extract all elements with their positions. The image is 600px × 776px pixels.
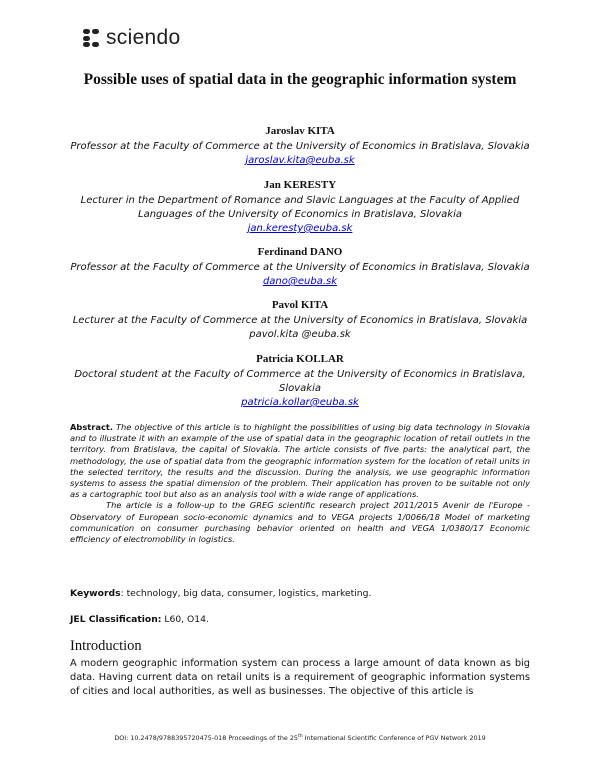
section-heading: Introduction: [70, 638, 142, 654]
publisher-logo: [82, 26, 180, 50]
paper-title: Possible uses of spatial data in the geographic information system: [83, 71, 517, 88]
author-name: Patricia KOLLAR: [256, 353, 344, 365]
author-email-link[interactable]: jan.keresty@euba.sk: [247, 223, 353, 234]
abstract-label: Abstract.: [70, 422, 113, 432]
introduction-text: A modern geographic information system can process a large amount of data known as big data. Having current data on retail units is a requirement of geographic information systems of cities and local authorities, as well as businesses. The objective of this article is: [70, 658, 530, 698]
author-block: [70, 245, 530, 289]
publisher-logo-text: sciendo: [106, 26, 181, 49]
author-affiliation: Professor at the Faculty of Commerce at the University of Economics in Bratislava, Slovakia: [70, 141, 530, 152]
footer-sup: th: [297, 734, 303, 739]
jel-label: JEL Classification:: [70, 614, 162, 625]
author-affiliation: Lecturer in the Department of Romance and Slavic Languages at the Faculty of Applied Languages of the University of Economics in Bratislava, Slovakia: [80, 195, 520, 220]
keywords: [70, 588, 371, 599]
sciendo-logo-icon: [82, 27, 100, 49]
author-block: [70, 124, 530, 168]
page-footer: [0, 734, 600, 742]
author-name: Pavol KITA: [271, 299, 329, 311]
author-name: Jan KERESTY: [263, 179, 337, 191]
footer-conference: International Scientific Conference of PGV Network 2019: [302, 734, 486, 743]
author-affiliation: Professor at the Faculty of Commerce at the University of Economics in Bratislava, Slovakia: [70, 262, 530, 273]
author-name: Jaroslav KITA: [265, 125, 335, 137]
author-affiliation: Lecturer at the Faculty of Commerce at the University of Economics in Bratislava, Slovakia: [72, 315, 528, 326]
author-block: [70, 352, 530, 410]
author-affiliation: Doctoral student at the Faculty of Commerce at the University of Economics in Bratislava, Slovakia: [74, 369, 526, 394]
jel-classification: [70, 614, 209, 625]
abstract-paragraph: [70, 422, 530, 500]
author-email-link[interactable]: jaroslav.kita@euba.sk: [245, 155, 355, 166]
abstract: [70, 422, 530, 545]
author-email: pavol.kita @euba.sk: [249, 329, 351, 340]
author-name: Ferdinand DANO: [257, 246, 343, 258]
author-block: [70, 298, 530, 342]
funding-note: The article is a follow-up to the GREG scientific research project 2011/2015 Avenir de l'Europe - Observatory of European socio-economic dynamics and to VEGA projects 1/0066/18 Model of marketing communication on consumer purchasing behavior oriented on health and VEGA 1/0380/17 Economic efficiency of electromobility in logistics.: [70, 500, 530, 545]
author-block: [70, 178, 530, 236]
author-email-link[interactable]: dano@euba.sk: [262, 276, 338, 287]
footer-doi: DOI: 10.2478/9788395720475-018 Proceedings of the 25: [114, 734, 298, 743]
keywords-label: Keywords: [70, 588, 121, 599]
abstract-text: The objective of this article is to highlight the possibilities of using big data technology in Slovakia and to illustrate it with an example of the use of spatial data in the geographic location of retail outlets in the territory. from Bratislava, the capital of Slovakia. The article consists of five parts: the analytical part, the methodology, the use of spatial data from the geographic information system for the location of retail units in the selected territory, the results and the discussion. During the analysis, we use geographic information systems to assess the spatial dimension of the problem. Their application has proven to be suitable not only as a cartographic tool but also as an analysis tool with a wide range of applications.: [70, 422, 531, 500]
author-email-link[interactable]: patricia.kollar@euba.sk: [241, 397, 359, 408]
keywords-text: : technology, big data, consumer, logistics, marketing.: [120, 588, 372, 599]
jel-text: L60, O14.: [161, 614, 209, 625]
